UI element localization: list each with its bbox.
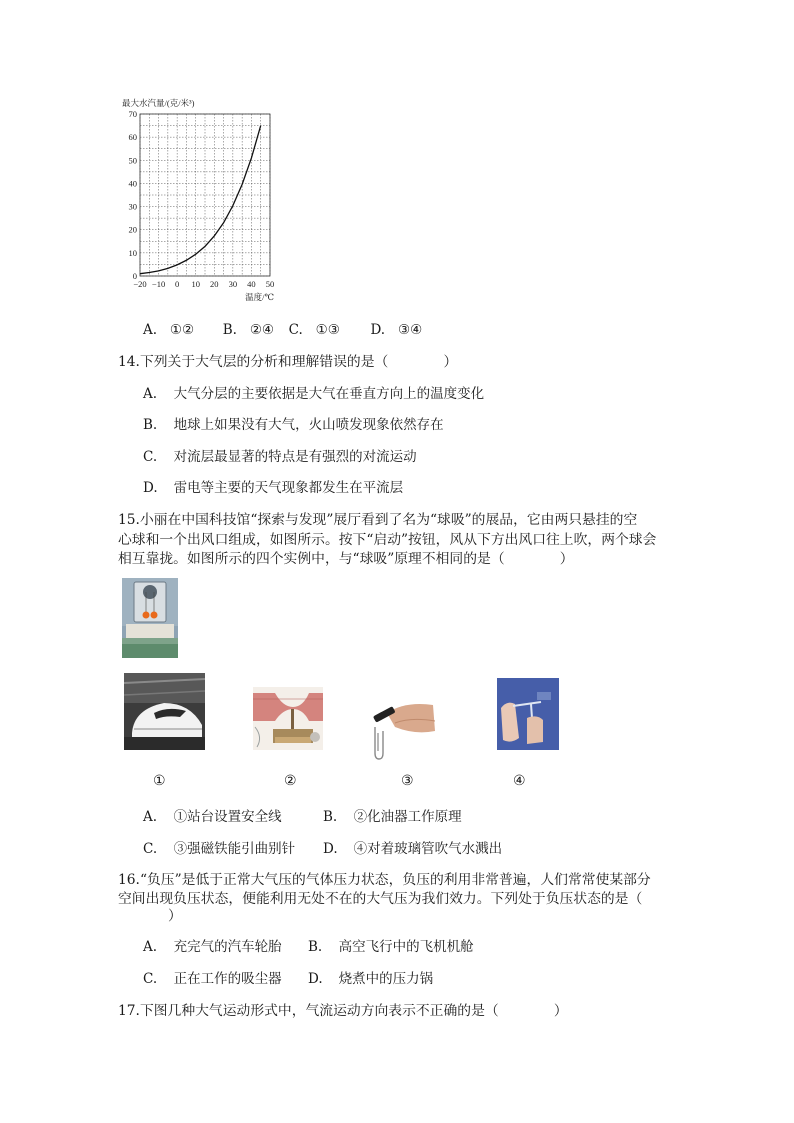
x-tick-label: −20	[133, 279, 147, 289]
example-label-2: ②	[284, 773, 297, 789]
q13-option-c[interactable]: C. ①③	[288, 322, 340, 338]
q16-option-b[interactable]: B. 高空飞行中的飞机机舱	[308, 939, 474, 955]
glass-tube-blowing-photo	[497, 678, 559, 750]
y-tick-label: 10	[128, 247, 137, 258]
y-tick-label: 0	[132, 271, 137, 281]
x-tick-label: −10	[151, 279, 166, 289]
y-tick-label: 50	[128, 155, 137, 166]
q16-line-1: 16.“负压”是低于正常大气压的气体压力状态，负压的利用非常普遍，人们常常使某部分	[118, 872, 651, 888]
x-tick-label: 30	[228, 279, 238, 289]
ball-suction-illustration	[122, 578, 178, 658]
q13-options	[143, 320, 422, 340]
y-tick-label: 60	[128, 132, 137, 143]
x-tick-label: 10	[191, 279, 200, 289]
q15-option-c[interactable]: C. ③强磁铁能引曲别针	[143, 841, 296, 857]
ball-suction-photo	[122, 578, 178, 658]
y-axis-label: 最大水汽量/(克/米³)	[122, 98, 195, 108]
q16-line-3: ）	[168, 908, 182, 924]
y-tick-label: 70	[128, 109, 137, 119]
example-label-4: ④	[513, 773, 526, 789]
q14-option-c[interactable]: C. 对流层最显著的特点是有强烈的对流运动	[143, 449, 417, 465]
q13-option-a[interactable]: A. ①②	[143, 322, 195, 338]
y-tick-label: 40	[128, 178, 137, 189]
magnet-paperclip-photo	[365, 697, 435, 763]
q14-option-d[interactable]: D. 雷电等主要的天气现象都发生在平流层	[143, 480, 404, 496]
q15-option-d[interactable]: D. ④对着玻璃管吹气水溅出	[323, 841, 503, 857]
high-speed-train-photo	[124, 673, 205, 750]
q16-option-d[interactable]: D. 烧煮中的压力锅	[308, 971, 434, 987]
x-axis-label: 温度/℃	[245, 292, 274, 302]
x-tick-label: 20	[210, 279, 219, 289]
q16-option-a[interactable]: A. 充完气的汽车轮胎	[143, 939, 282, 955]
magnet-illustration	[365, 697, 435, 763]
train-illustration	[124, 673, 205, 750]
glass-tube-illustration	[497, 678, 559, 750]
vapor-curve	[140, 126, 261, 274]
example-label-1: ①	[153, 773, 166, 789]
vapor-chart	[118, 96, 288, 306]
x-tick-label: 40	[247, 279, 256, 289]
q15-option-b[interactable]: B. ②化油器工作原理	[323, 809, 462, 825]
q17-title: 17.下图几种大气运动形式中，气流运动方向表示不正确的是（ ）	[118, 1003, 568, 1019]
q15-line-3: 相互靠拢。如图所示的四个实例中，与“球吸”原理不相同的是（ ）	[118, 551, 574, 567]
q13-option-b[interactable]: B. ②④	[222, 322, 275, 338]
x-tick-label: 50	[265, 279, 275, 289]
q16-line-2: 空间出现负压状态，便能利用无处不在的大气压为我们效力。下列处于负压状态的是（	[118, 891, 643, 907]
y-tick-label: 30	[128, 201, 137, 212]
q14-title: 14.下列关于大气层的分析和理解错误的是（ ）	[118, 354, 458, 370]
q13-option-d[interactable]: D. ③④	[370, 322, 423, 338]
q16-option-c[interactable]: C. 正在工作的吸尘器	[143, 971, 282, 987]
y-tick-label: 20	[128, 224, 137, 235]
example-label-3: ③	[401, 773, 414, 789]
q14-option-a[interactable]: A. 大气分层的主要依据是大气在垂直方向上的温度变化	[143, 386, 485, 402]
carburetor-illustration	[253, 687, 323, 750]
q14-option-b[interactable]: B. 地球上如果没有大气，火山喷发现象依然存在	[143, 417, 444, 433]
vapor-chart-svg	[118, 96, 288, 306]
x-tick-label: 0	[175, 279, 180, 289]
q15-line-2: 心球和一个出风口组成，如图所示。按下“启动”按钮，风从下方出风口往上吹，两个球会	[118, 532, 657, 548]
q15-option-a[interactable]: A. ①站台设置安全线	[143, 809, 282, 825]
carburetor-diagram-photo	[253, 687, 323, 750]
q15-line-1: 15.小丽在中国科技馆“探索与发现”展厅看到了名为“球吸”的展品，它由两只悬挂的空	[118, 512, 638, 528]
